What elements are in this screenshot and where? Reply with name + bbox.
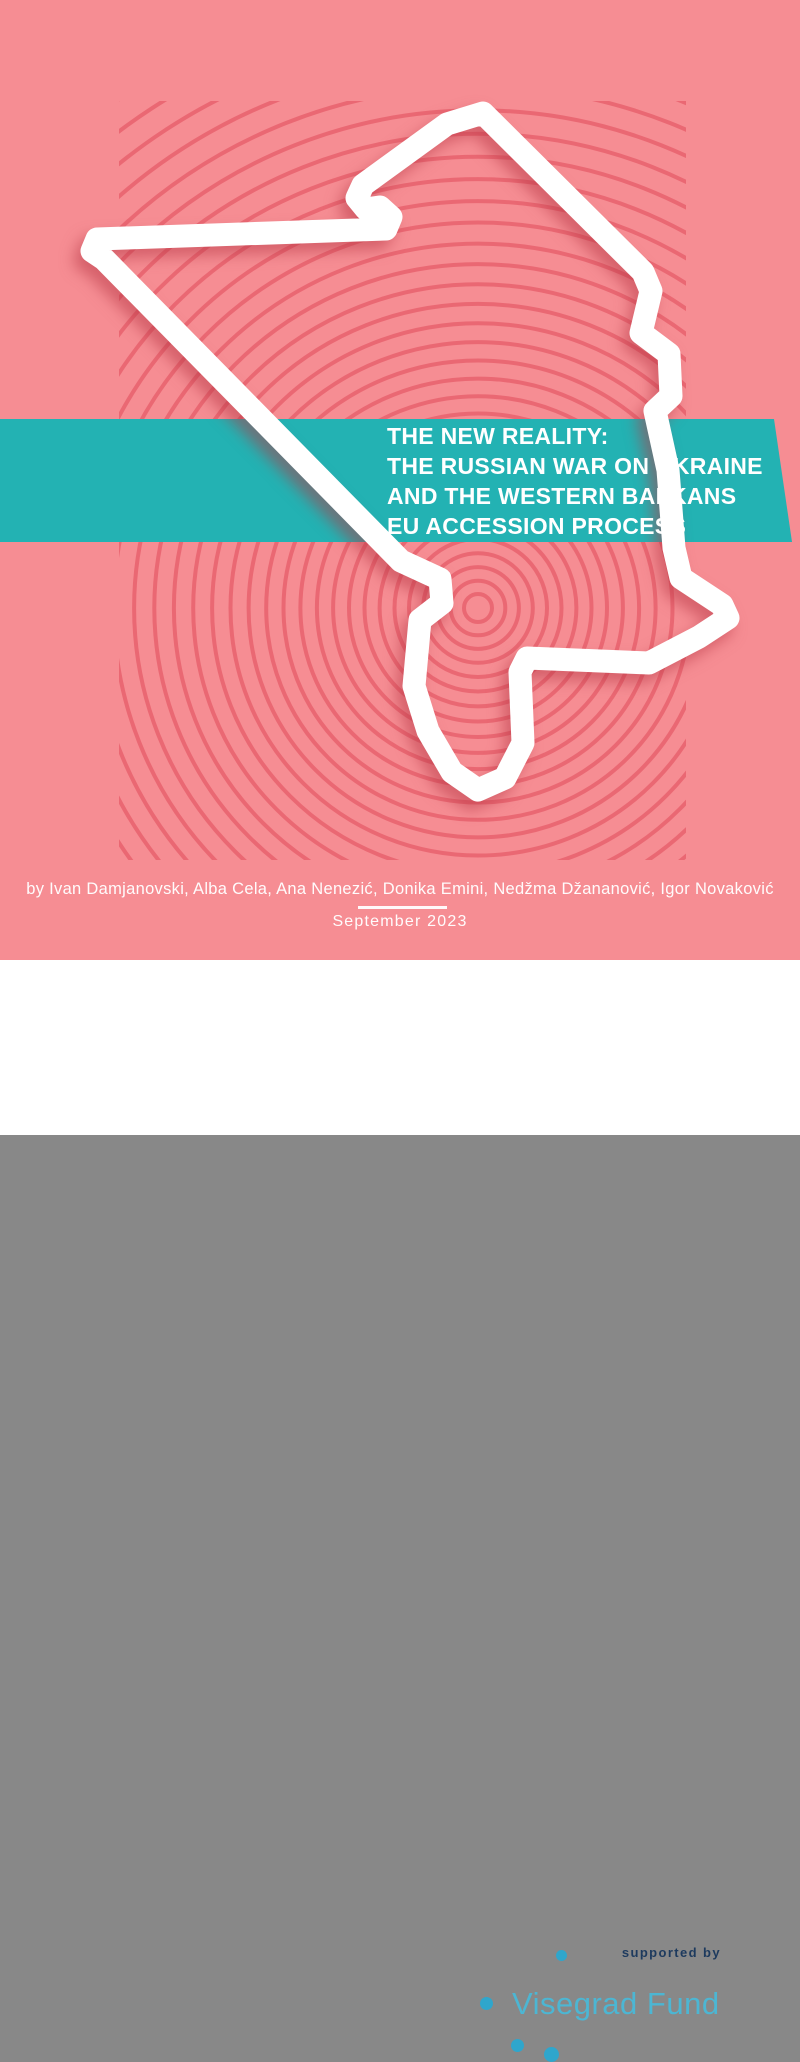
visegrad-dot-icon xyxy=(480,1997,493,2010)
title-line-4: EU ACCESSION PROCESS xyxy=(387,511,787,541)
title-line-1: THE NEW REALITY: xyxy=(387,421,787,451)
visegrad-dot-icon xyxy=(544,2047,559,2062)
title-line-2: THE RUSSIAN WAR ON UKRAINE xyxy=(387,451,787,481)
cover-title xyxy=(387,421,787,541)
visegrad-dot-icon xyxy=(511,2039,524,2052)
byline-divider xyxy=(358,906,447,909)
visegrad-dot-icon xyxy=(556,1950,567,1961)
title-line-3: AND THE WESTERN BALKANS xyxy=(387,481,787,511)
footer xyxy=(0,960,800,1135)
publication-date: September 2023 xyxy=(0,913,800,931)
visegrad-fund-logo-text: Visegrad Fund xyxy=(512,1986,720,2022)
supported-by-label: supported by xyxy=(622,1945,721,1960)
author-byline: by Ivan Damjanovski, Alba Cela, Ana Nenezić, Donika Emini, Nedžma Džananović, Igor Novaković xyxy=(0,880,800,899)
